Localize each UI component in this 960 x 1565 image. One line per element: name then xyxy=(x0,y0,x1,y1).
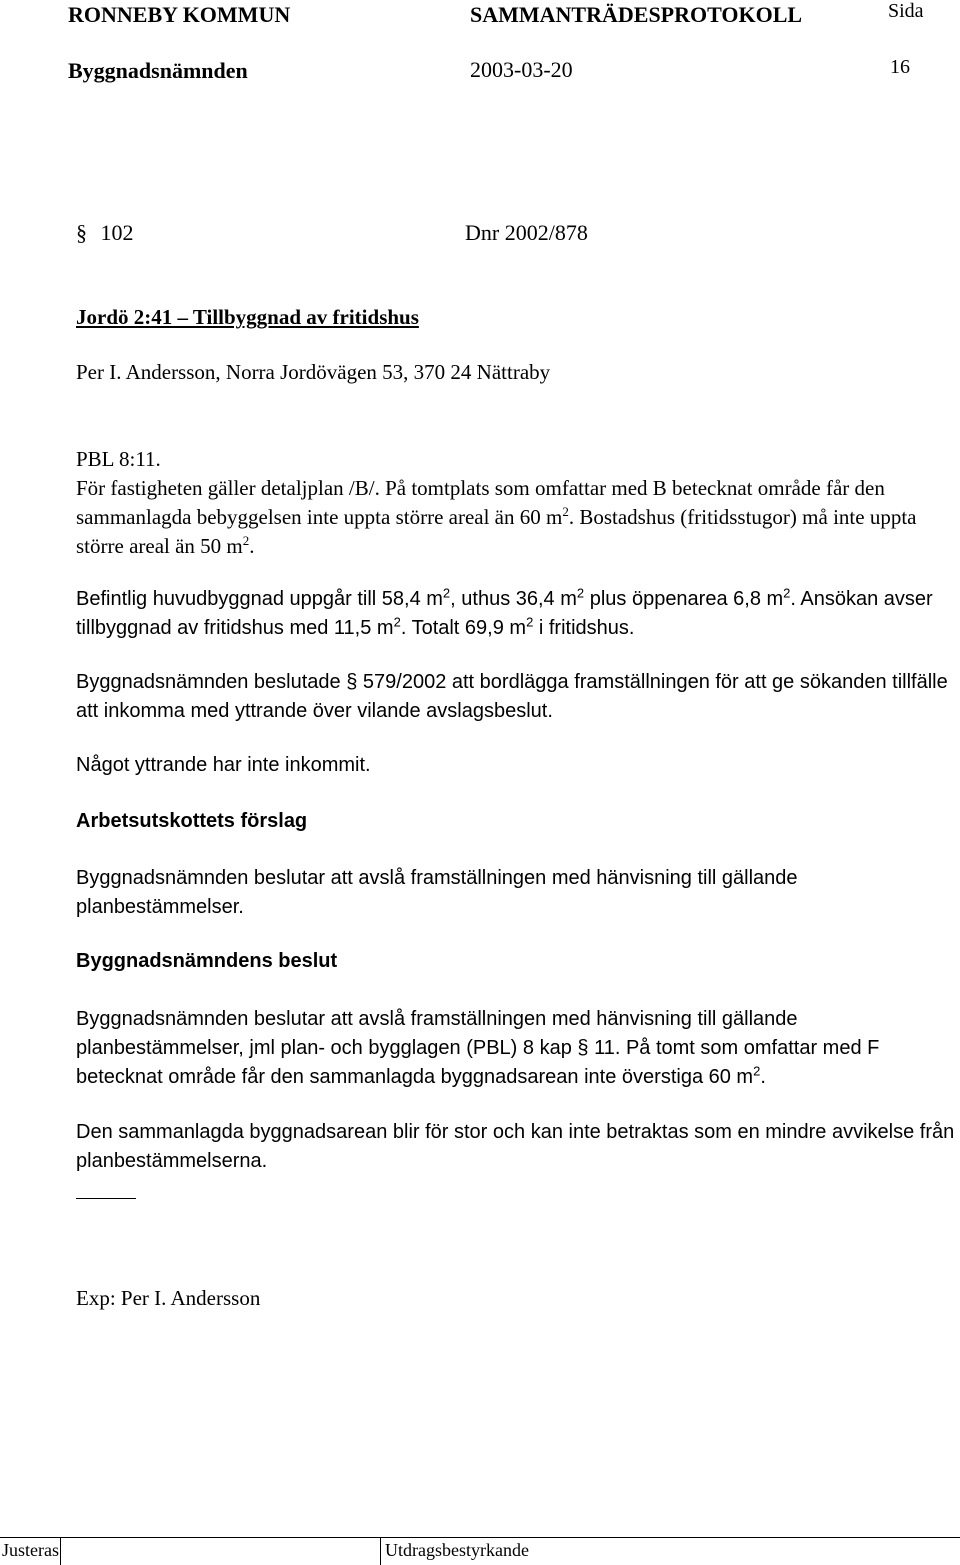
proposal-heading: Arbetsutskottets förslag xyxy=(76,810,308,832)
signature-box-divider-2 xyxy=(380,1538,382,1565)
committee-name: Byggnadsnämnden xyxy=(68,58,248,83)
short-divider xyxy=(76,1198,136,1199)
page-label: Sida xyxy=(888,0,924,22)
footer-rule xyxy=(0,1537,960,1538)
footer-justeras: Justeras xyxy=(2,1540,59,1560)
decision-text: Byggnadsnämnden beslutar att avslå framställningen med hänvisning till gällande planbestämmelser, jml plan- och bygglagen (PBL) 8 kap § 11. På tomt som omfattar med F betecknat område får den sammanlagda byggnadsarean inte överstiga 60 $m^2$. xyxy=(76,1008,880,1088)
org-name: RONNEBY KOMMUN xyxy=(68,2,291,27)
law-reference: PBL 8:11. xyxy=(76,447,161,471)
section-number xyxy=(76,220,134,246)
document-type: SAMMANTRÄDESPROTOKOLL xyxy=(470,2,803,27)
footer-utdragsbestyrkande: Utdragsbestyrkande xyxy=(385,1540,529,1560)
no-response-text: Något yttrande har inte inkommit. xyxy=(76,754,371,776)
section-symbol: § xyxy=(76,220,87,245)
previous-decision-text: Byggnadsnämnden beslutade § 579/2002 att bordlägga framställningen för att ge sökanden tillfälle att inkomma med yttrande över vilande avslagsbeslut. xyxy=(76,671,948,722)
dispatch-line: Exp: Per I. Andersson xyxy=(76,1286,261,1310)
meeting-date: 2003-03-20 xyxy=(470,57,573,82)
applicant: Per I. Andersson, Norra Jordövägen 53, 370 24 Nättraby xyxy=(76,360,551,384)
background-text: PBL 8:11. För fastigheten gäller detaljplan /B/. På tomtplats som omfattar med B betecknat område får den sammanlagda bebyggelsen inte uppta större areal än 60 $m^2$. Bostadshus (fritidsstugor) må inte uppta större areal än 50 $m^2$. xyxy=(76,447,917,558)
existing-areas-text: Befintlig huvudbyggnad uppgår till 58,4 $m^2$, uthus 36,4 $m^2$ plus öppenarea 6,8 $m^2$. Ansökan avser tillbyggnad av fritidshus med 11,5 $m^2$. Totalt 69,9 $m^2$ i fritidshus. xyxy=(76,585,933,639)
item-number: 102 xyxy=(100,220,134,245)
signature-box-divider-1 xyxy=(60,1538,62,1565)
page-number: 16 xyxy=(890,56,910,78)
section-symbol: § xyxy=(577,1037,589,1059)
decision-heading: Byggnadsnämndens beslut xyxy=(76,950,338,972)
decision-text-2: Den sammanlagda byggnadsarean blir för stor och kan inte betraktas som en mindre avvikelse från planbestämmelserna. xyxy=(76,1121,955,1172)
item-title: Jordö 2:41 – Tillbyggnad av fritidshus xyxy=(76,305,419,329)
proposal-text: Byggnadsnämnden beslutar att avslå framställningen med hänvisning till gällande planbestämmelser. xyxy=(76,867,798,918)
dnr: Dnr 2002/878 xyxy=(465,220,588,245)
section-symbol: § xyxy=(346,671,358,693)
